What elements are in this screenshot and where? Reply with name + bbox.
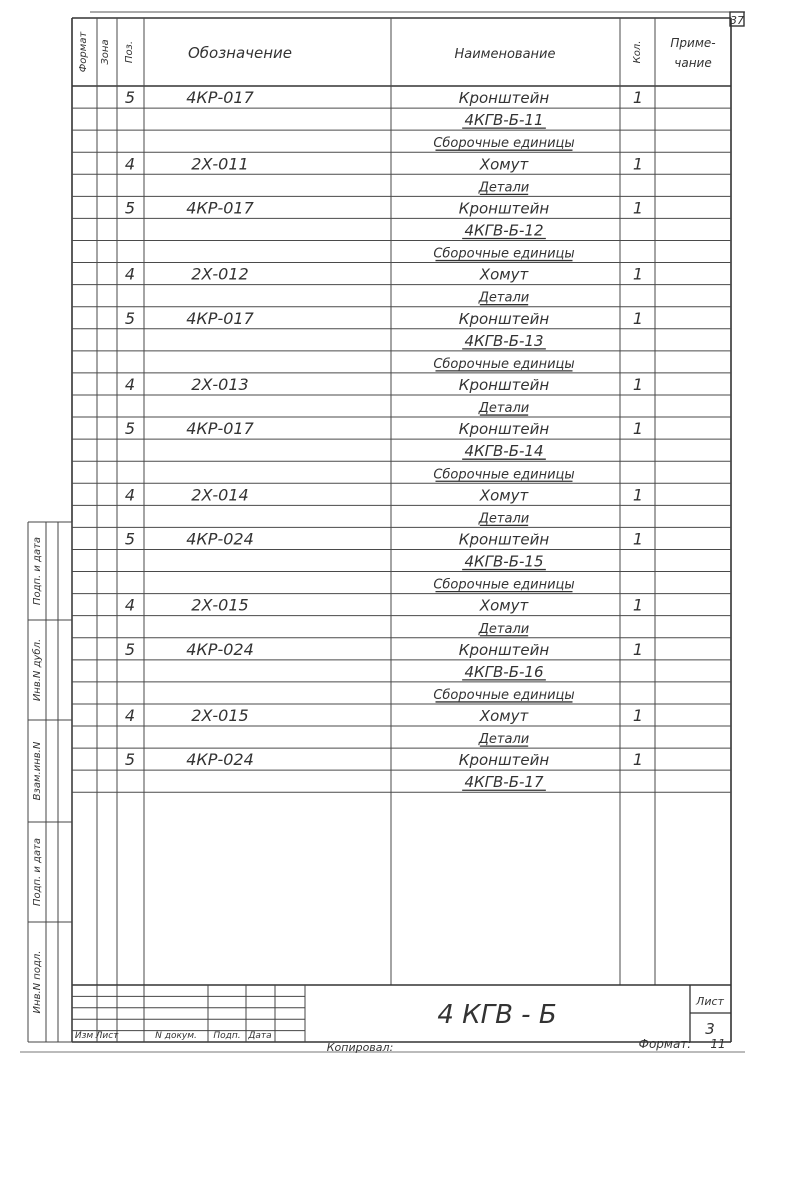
header-format: Формат <box>78 31 89 73</box>
row-name: Хомут <box>479 596 529 615</box>
table-row <box>125 309 643 328</box>
row-name: 4КГВ-Б-17 <box>464 773 544 792</box>
row-name: 4КГВ-Б-14 <box>464 442 544 461</box>
row-quantity: 1 <box>632 308 644 328</box>
row-designation: 2Х-015 <box>191 706 249 726</box>
row-quantity: 1 <box>632 639 644 659</box>
table-row <box>478 622 529 637</box>
row-designation: 4КР-017 <box>186 308 254 328</box>
row-name: Детали <box>478 290 530 306</box>
row-name: Кронштейн <box>458 89 550 108</box>
title-block-col-doc-number: N докум. <box>155 1031 197 1041</box>
table-row <box>462 111 546 129</box>
sheet-label: Лист <box>696 995 724 1008</box>
row-name: Кронштейн <box>458 309 550 328</box>
row-position: 5 <box>124 419 136 439</box>
row-name: Кронштейн <box>458 751 550 770</box>
table-row <box>125 640 643 659</box>
row-name: Хомут <box>479 486 529 505</box>
row-name: 4КГВ-Б-15 <box>464 552 544 571</box>
table-row <box>433 136 574 151</box>
row-quantity: 1 <box>632 485 644 505</box>
table-row <box>462 553 546 571</box>
row-position: 4 <box>124 706 136 726</box>
document-designation: 4 КГВ - Б <box>437 1000 557 1030</box>
row-name: Кронштейн <box>458 420 550 439</box>
row-name: 4КГВ-Б-13 <box>464 331 544 350</box>
row-name: Сборочные единицы <box>433 356 575 372</box>
stamp-label: Подп. и дата <box>32 536 43 606</box>
title-block-col-date: Дата <box>248 1031 272 1041</box>
table-row <box>433 247 574 262</box>
row-position: 4 <box>124 374 136 394</box>
row-quantity: 1 <box>632 419 644 439</box>
row-name: Хомут <box>479 155 529 174</box>
table-row <box>462 773 546 791</box>
header-note-2: чание <box>674 56 712 70</box>
row-name: Детали <box>478 732 530 748</box>
row-quantity: 1 <box>632 595 644 615</box>
table-row <box>125 154 643 173</box>
row-designation: 2Х-012 <box>191 264 249 284</box>
row-designation: 2Х-013 <box>191 374 249 394</box>
table-row <box>478 180 529 195</box>
row-designation: 4КР-024 <box>186 529 254 549</box>
row-quantity: 1 <box>632 706 644 726</box>
row-position: 5 <box>124 88 136 108</box>
row-quantity: 1 <box>632 374 644 394</box>
approval-stamp <box>28 522 72 1042</box>
row-position: 4 <box>124 264 136 284</box>
table-row <box>478 732 529 747</box>
row-position: 4 <box>124 595 136 615</box>
table-row <box>478 401 529 416</box>
table-row <box>125 419 643 438</box>
row-position: 4 <box>124 485 136 505</box>
row-name: 4КГВ-Б-16 <box>464 662 544 681</box>
table-row <box>462 332 546 350</box>
table-row <box>125 265 643 284</box>
row-name: 4КГВ-Б-11 <box>464 111 544 130</box>
table-body <box>125 88 643 791</box>
table-row <box>125 485 643 504</box>
table-row <box>462 221 546 239</box>
row-designation: 4КР-017 <box>186 88 254 108</box>
row-quantity: 1 <box>632 264 644 284</box>
page-number: 37 <box>730 14 744 27</box>
sheet-number: 3 <box>705 1020 715 1038</box>
title-block-col-signature: Подп. <box>213 1031 241 1041</box>
table-row <box>433 688 574 703</box>
row-quantity: 1 <box>632 198 644 218</box>
row-position: 4 <box>124 154 136 174</box>
row-designation: 4КР-024 <box>186 639 254 659</box>
row-designation: 2Х-014 <box>191 485 249 505</box>
row-designation: 4КР-017 <box>186 419 254 439</box>
header-note: Приме- <box>670 36 716 50</box>
title-block-col-change: Изм <box>74 1031 94 1041</box>
row-name: Детали <box>478 180 530 196</box>
row-name: Сборочные единицы <box>433 687 575 703</box>
row-name: Сборочные единицы <box>433 136 575 152</box>
table-row <box>125 706 643 725</box>
row-position: 5 <box>124 639 136 659</box>
table-row <box>125 88 643 107</box>
table-row <box>125 198 643 217</box>
footer <box>20 1037 745 1054</box>
row-position: 5 <box>124 529 136 549</box>
row-name: Сборочные единицы <box>433 467 575 483</box>
header-quantity: Кол. <box>632 40 643 64</box>
table-row <box>433 467 574 482</box>
table-row <box>125 596 643 615</box>
row-designation: 2Х-015 <box>191 595 249 615</box>
row-position: 5 <box>124 308 136 328</box>
row-name: Детали <box>478 511 530 527</box>
table-row <box>462 442 546 460</box>
table-row <box>125 529 643 548</box>
row-position: 5 <box>124 750 136 770</box>
title-block <box>72 985 731 1042</box>
header-position: Поз. <box>124 40 135 64</box>
stamp-label: Инв.N подл. <box>32 950 43 1014</box>
table-row <box>125 750 643 769</box>
row-position: 5 <box>124 198 136 218</box>
table-row <box>433 578 574 593</box>
table-row <box>462 663 546 681</box>
table-row <box>478 511 529 526</box>
format-value: 11 <box>710 1037 726 1051</box>
row-quantity: 1 <box>632 750 644 770</box>
row-designation: 4КР-024 <box>186 750 254 770</box>
row-name: Детали <box>478 401 530 417</box>
row-name: Сборочные единицы <box>433 577 575 593</box>
row-name: Сборочные единицы <box>433 246 575 262</box>
row-name: Кронштейн <box>458 375 550 394</box>
stamp-label: Инв.N дубл. <box>32 638 43 702</box>
format-label: Формат: <box>638 1037 692 1051</box>
stamp-label: Подп. и дата <box>32 837 43 907</box>
stamp-label: Взам.инв.N <box>32 741 43 801</box>
row-name: Кронштейн <box>458 530 550 549</box>
row-quantity: 1 <box>632 529 644 549</box>
row-quantity: 1 <box>632 88 644 108</box>
row-name: Кронштейн <box>458 640 550 659</box>
title-block-col-sheet: Лист <box>95 1031 119 1041</box>
row-name: Хомут <box>479 265 529 284</box>
row-quantity: 1 <box>632 154 644 174</box>
row-name: Кронштейн <box>458 199 550 218</box>
row-designation: 4КР-017 <box>186 198 254 218</box>
table-row <box>125 375 643 394</box>
row-name: Хомут <box>479 707 529 726</box>
row-name: 4КГВ-Б-12 <box>464 221 544 240</box>
table-row <box>433 357 574 372</box>
row-name: Детали <box>478 621 530 637</box>
header-name: Наименование <box>454 47 556 62</box>
table-row <box>478 291 529 306</box>
header-zone: Зона <box>100 39 111 65</box>
row-designation: 2Х-011 <box>191 154 249 174</box>
copied-by: Копировал: <box>326 1041 394 1054</box>
header-designation: Обозначение <box>187 44 293 62</box>
